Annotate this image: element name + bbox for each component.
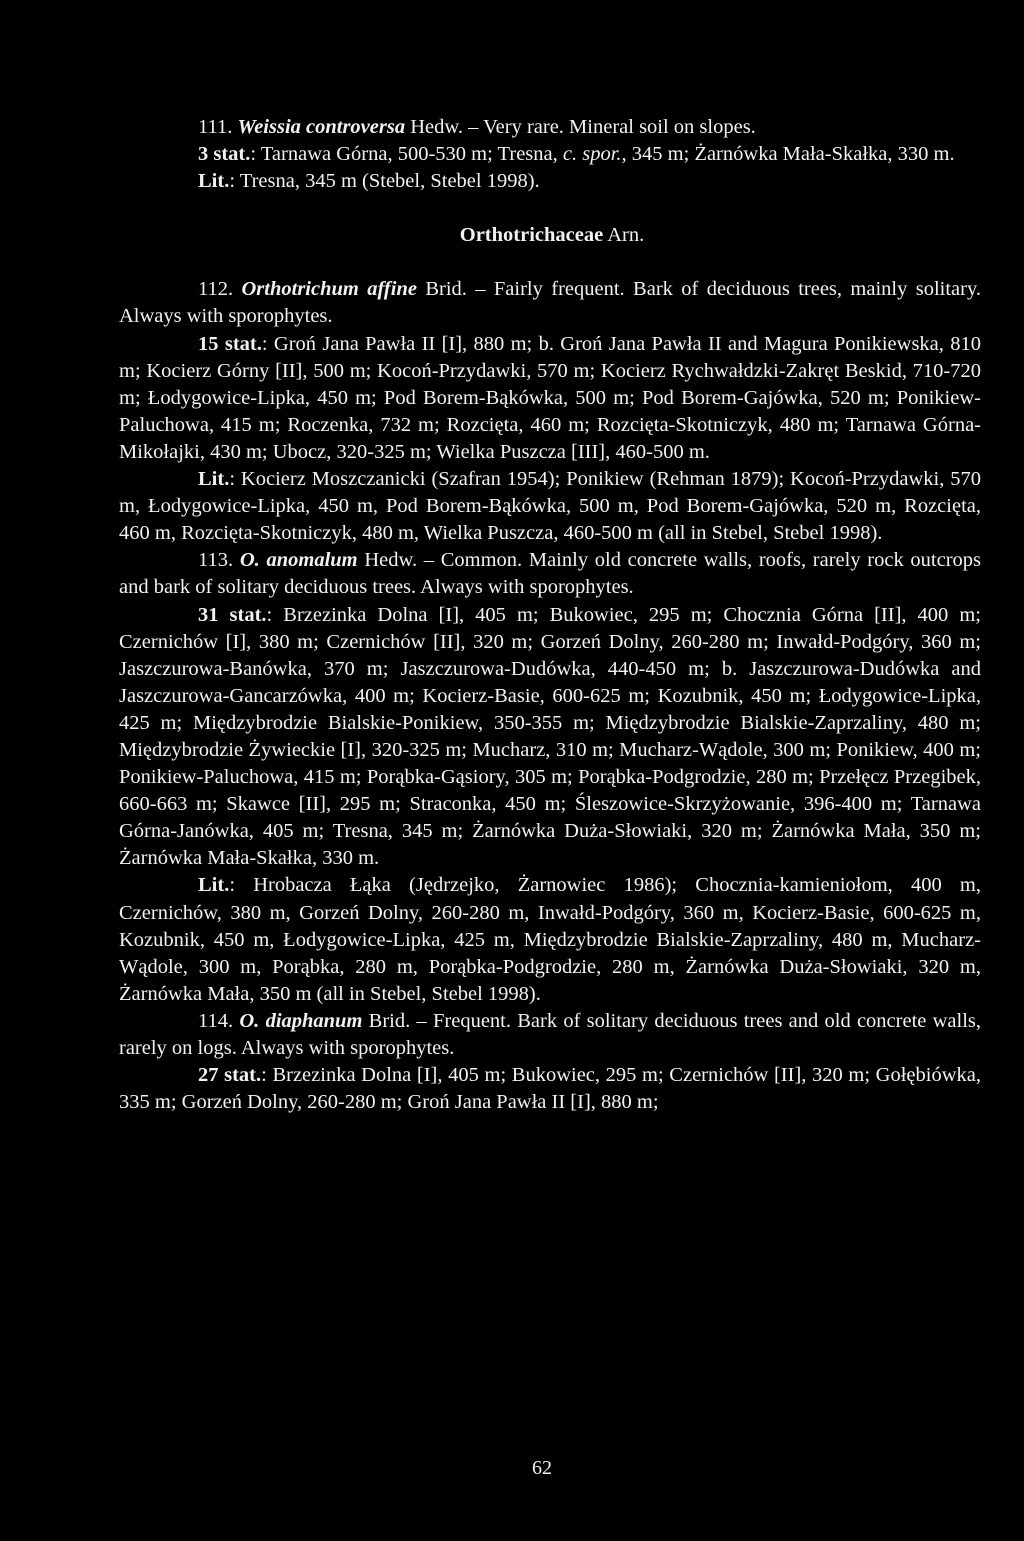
literature-112 bbox=[119, 466, 981, 547]
entry-number: 114. bbox=[198, 1009, 234, 1032]
lit-label: Lit. bbox=[198, 468, 230, 491]
stat-label: 3 stat. bbox=[198, 143, 251, 166]
station-list-112 bbox=[119, 331, 981, 466]
species-name: diaphanum bbox=[265, 1009, 363, 1032]
stat-text: : Tarnawa Górna, 500-530 m; Tresna, bbox=[250, 143, 563, 166]
species-description: – Common. Mainly old concrete walls, roofs, rarely rock outcrops and bark of solitary deciduous trees. Always with sporophytes. bbox=[119, 549, 982, 599]
stat-text-post: , 345 m; Żarnówka Mała-Skałka, 330 m. bbox=[621, 143, 955, 166]
station-list-113 bbox=[119, 602, 981, 873]
stat-italic: c. spor. bbox=[562, 143, 622, 166]
species-description: – Frequent. Bark of solitary deciduous trees and old concrete walls, rarely on logs. Always with sporophytes. bbox=[119, 1009, 982, 1059]
species-name: Orthotrichum affine bbox=[241, 278, 417, 301]
species-author: Hedw. bbox=[410, 116, 463, 138]
stat-label: 15 stat. bbox=[198, 332, 262, 355]
entry-number: 111. bbox=[198, 116, 233, 138]
page-content bbox=[119, 114, 981, 1116]
species-description: – Very rare. Mineral soil on slopes. bbox=[462, 116, 756, 138]
species-author: Brid. bbox=[425, 278, 467, 301]
lit-text: : Kocierz Moszczanicki (Szafran 1954); Ponikiew (Rehman 1879); Kocoń-Przydawki, 570 m, Łodygowice-Lipka, 450 m, Pod Borem-Bąkówka, 500 m, Pod Borem-Gajówka, 520 m, Rozcięta, 460 m, Rozcięta-Skotniczyk, 480 m, Wielka Puszcza, 460-500 m (all in Stebel, Stebel 1998). bbox=[119, 468, 981, 545]
species-name: anomalum bbox=[266, 549, 358, 572]
entry-number: 113. bbox=[198, 549, 234, 572]
lit-label: Lit. bbox=[198, 170, 230, 193]
family-heading bbox=[119, 222, 981, 249]
family-name: Orthotrichaceae bbox=[459, 224, 604, 247]
species-entry-112 bbox=[119, 276, 981, 330]
genus-abbr: O. bbox=[239, 1009, 260, 1032]
species-name: Weissia controversa bbox=[237, 116, 406, 138]
species-entry-111 bbox=[119, 114, 981, 141]
stat-text: : Groń Jana Pawła II [I], 880 m; b. Groń Jana Pawła II and Magura Ponikiewska, 810 m; Kocierz Górny [II], 500 m; Kocoń-Przydawki, 570 m; Kocierz Rychwałdzki-Zakręt Beskid, 710-720 m; Łodygowice-Lipka, 450 m; Pod Borem-Bąkówka, 500 m; Pod Borem-Gajówka, 520 m; Ponikiew-Paluchowa, 415 m; Roczenka, 732 m; Rozcięta, 460 m; Rozcięta-Skotniczyk, 480 m; Tarnawa Górna-Mikołajki, 430 m; Ubocz, 320-325 m; Wielka Puszcza [III], 460-500 m. bbox=[119, 332, 981, 463]
genus-abbr: O. bbox=[239, 549, 260, 572]
station-list-114 bbox=[119, 1062, 981, 1116]
lit-text: : Hrobacza Łąka (Jędrzejko, Żarnowiec 1986); Chocznia-kamieniołom, 400 m, Czernichów, 380 m, Gorzeń Dolny, 260-280 m, Inwałd-Podgóry, 360 m, Kocierz-Basie, 600-625 m, Kozubnik, 450 m, Łodygowice-Lipka, 425 m, Międzybrodzie Bialskie-Zaprzaliny, 480 m, Mucharz-Wądole, 300 m, Porąbka, 280 m, Porąbka-Podgrodzie, 280 m, Żarnówka Duża-Słowiaki, 320 m, Żarnówka Mała, 350 m (all in Stebel, Stebel 1998). bbox=[119, 874, 981, 1005]
species-entry-114 bbox=[119, 1008, 981, 1062]
page-number: 62 bbox=[532, 1457, 552, 1479]
literature-111 bbox=[119, 168, 981, 195]
species-entry-113 bbox=[119, 547, 981, 601]
species-description: – Fairly frequent. Bark of deciduous trees, mainly solitary. Always with sporophytes. bbox=[119, 278, 981, 328]
literature-113 bbox=[119, 872, 981, 1007]
stat-label: 31 stat. bbox=[198, 603, 267, 626]
entry-number: 112. bbox=[198, 278, 234, 301]
lit-text: : Tresna, 345 m (Stebel, Stebel 1998). bbox=[229, 170, 540, 193]
stat-label: 27 stat. bbox=[198, 1064, 262, 1087]
species-author: Hedw. bbox=[364, 549, 418, 572]
stat-text: : Brzezinka Dolna [I], 405 m; Bukowiec, 295 m; Czernichów [II], 320 m; Gołębiówka, 335 m; Gorzeń Dolny, 260-280 m; Groń Jana Pawła II [I], 880 m; bbox=[119, 1064, 981, 1114]
stat-text: : Brzezinka Dolna [I], 405 m; Bukowiec, 295 m; Chocznia Górna [II], 400 m; Czernichów [I], 380 m; Czernichów [II], 320 m; Gorzeń Dolny, 260-280 m; Inwałd-Podgóry, 360 m; Jaszczurowa-Banówka, 370 m; Jaszczurowa-Dudówka, 440-450 m; b. Jaszczurowa-Dudówka and Jaszczurowa-Gancarzówka, 400 m; Kocierz-Basie, 600-625 m; Kozubnik, 450 m; Łodygowice-Lipka, 425 m; Międzybrodzie Bialskie-Ponikiew, 350-355 m; Międzybrodzie Bialskie-Zaprzaliny, 480 m; Międzybrodzie Żywieckie [I], 320-325 m; Mucharz, 310 m; Mucharz-Wądole, 300 m; Ponikiew, 400 m; Ponikiew-Paluchowa, 415 m; Porąbka-Gąsiory, 305 m; Porąbka-Podgrodzie, 280 m; Przełęcz Przegibek, 660-663 m; Skawce [II], 295 m; Straconka, 450 m; Śleszowice-Skrzyżowanie, 396-400 m; Tarnawa Górna-Janówka, 405 m; Tresna, 345 m; Żarnówka Duża-Słowiaki, 320 m; Żarnówka Mała, 350 m; Żarnówka Mała-Skałka, 330 m. bbox=[119, 603, 981, 870]
lit-label: Lit. bbox=[198, 874, 230, 897]
station-list-111 bbox=[119, 141, 981, 168]
species-author: Brid. bbox=[368, 1009, 411, 1032]
family-author: Arn. bbox=[607, 224, 645, 247]
